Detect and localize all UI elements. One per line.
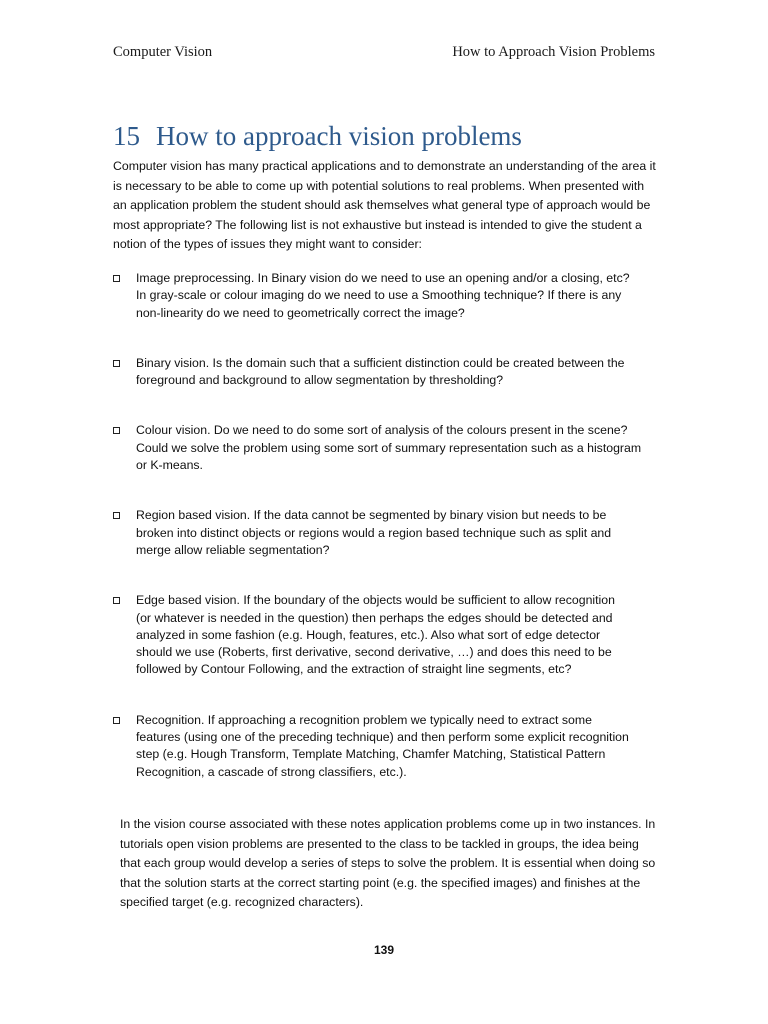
- header-book-title: Computer Vision: [113, 44, 213, 60]
- list-item: [113, 507, 658, 559]
- list-item: [113, 422, 658, 474]
- list-item-line: In gray-scale or colour imaging do we need to use a Smoothing technique? If there is any: [136, 288, 622, 303]
- list-item-line: step (e.g. Hough Transform, Template Matching, Chamfer Matching, Statistical Pattern: [136, 747, 606, 762]
- list-item-line: Recognition, a cascade of strong classifiers, etc.).: [136, 764, 407, 779]
- page-number: 139: [373, 943, 395, 957]
- list-item-line: foreground and background to allow segmentation by thresholding?: [136, 373, 504, 388]
- list-item: [113, 355, 658, 390]
- list-item: [113, 592, 658, 678]
- list-item-line: should we use (Roberts, first derivative, second derivative, …) and does this need to be: [136, 645, 612, 660]
- intro-paragraph: Computer vision has many practical applications and to demonstrate an understanding of the area it is necessary to be able to come up with potential solutions to real problems. When presented with an application problem the student should ask themselves what general type of approach would be most appropriate? The following list is not exhaustive but instead is intended to give the student a notion of the types of issues they might want to consider:: [113, 159, 656, 252]
- list-item-line: Could we solve the problem using some sort of summary representation such as a histogram: [136, 440, 642, 455]
- list-item-line: Edge based vision. If the boundary of the objects would be sufficient to allow recognition: [136, 593, 615, 608]
- list-item-line: Binary vision. Is the domain such that a sufficient distinction could be created between the: [136, 355, 625, 370]
- list-item-line: non-linearity do we need to geometrically correct the image?: [136, 305, 465, 320]
- header-chapter-title: How to Approach Vision Problems: [452, 44, 655, 60]
- running-header: [113, 44, 655, 64]
- square-bullet-icon: [113, 275, 120, 282]
- list-item-line: (or whatever is needed in the question) then perhaps the edges should be detected and: [136, 610, 613, 625]
- square-bullet-icon: [113, 512, 120, 519]
- square-bullet-icon: [113, 360, 120, 367]
- list-item-line: features (using one of the preceding technique) and then perform some explicit recognition: [136, 730, 629, 745]
- list-item-line: Image preprocessing. In Binary vision do we need to use an opening and/or a closing, etc?: [136, 271, 630, 285]
- list-item-line: broken into distinct objects or regions would a region based technique such as split and: [136, 525, 612, 540]
- section-heading: [113, 121, 522, 152]
- list-item: [113, 270, 658, 322]
- closing-paragraph: In the vision course associated with these notes application problems come up in two instances. In tutorials open vision problems are presented to the class to be tackled in groups, the idea being that each group would develop a series of steps to solve the problem. It is essential when doing so that the solution starts at the correct starting point (e.g. the specified images) and finishes at the specified target (e.g. recognized characters).: [120, 817, 656, 910]
- square-bullet-icon: [113, 597, 120, 604]
- list-item-line: Colour vision. Do we need to do some sort of analysis of the colours present in the scene?: [136, 423, 628, 438]
- section-number: 15: [113, 121, 140, 151]
- list-item-line: merge allow reliable segmentation?: [136, 542, 330, 557]
- square-bullet-icon: [113, 427, 120, 434]
- list-item-line: analyzed in some fashion (e.g. Hough, features, etc.). Also what sort of edge detector: [136, 627, 601, 642]
- list-item-line: Region based vision. If the data cannot be segmented by binary vision but needs to be: [136, 508, 607, 523]
- considerations-list: [113, 270, 658, 781]
- list-item-line: Recognition. If approaching a recognition problem we typically need to extract some: [136, 712, 592, 727]
- list-item: [113, 712, 658, 781]
- list-item-line: or K-means.: [136, 458, 203, 473]
- section-title: How to approach vision problems: [156, 121, 522, 151]
- list-item-line: followed by Contour Following, and the extraction of straight line segments, etc?: [136, 662, 572, 677]
- square-bullet-icon: [113, 717, 120, 724]
